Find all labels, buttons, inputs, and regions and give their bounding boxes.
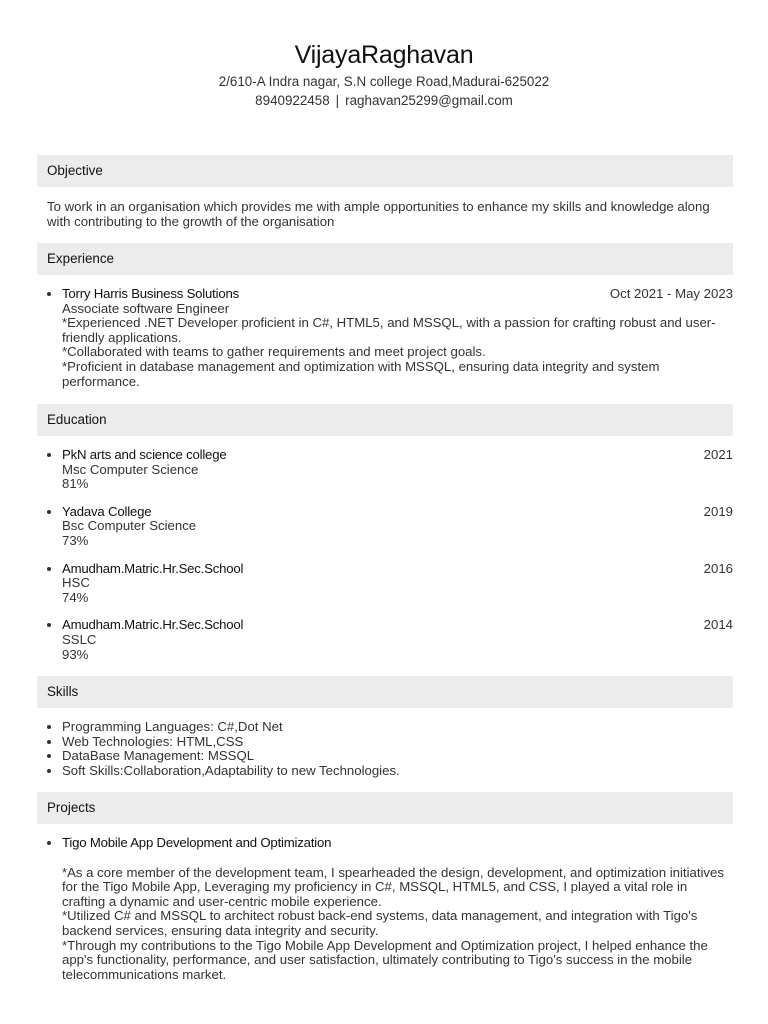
projects-list bbox=[37, 836, 733, 982]
education-item bbox=[62, 562, 733, 606]
project-name: • Tigo Mobile App Development and Optimization bbox=[62, 835, 332, 850]
degree: HSC bbox=[62, 575, 90, 591]
graduation-year: 2019 bbox=[703, 503, 733, 519]
section-heading: Experience bbox=[37, 243, 733, 275]
graduation-year: 2021 bbox=[703, 447, 733, 462]
experience-section bbox=[37, 243, 733, 402]
projects-section bbox=[37, 792, 733, 995]
company-name: • Torry Harris Business Solutions bbox=[62, 286, 240, 301]
section-heading: Projects bbox=[37, 792, 733, 824]
education-item bbox=[62, 505, 733, 549]
school-name: • Amudham.Matric.Hr.Sec.School bbox=[62, 617, 244, 633]
graduation-year: 2016 bbox=[703, 560, 733, 576]
education-list bbox=[37, 448, 733, 662]
objective-section bbox=[37, 155, 733, 229]
experience-list bbox=[37, 287, 733, 389]
degree: Bsc Computer Science bbox=[62, 518, 197, 534]
score: 81% bbox=[62, 476, 89, 492]
phone-number: 8940922458 bbox=[255, 93, 330, 108]
skill-item: • DataBase Management: MSSQL bbox=[62, 749, 733, 764]
score: 93% bbox=[62, 646, 89, 662]
section-heading: Objective bbox=[37, 155, 733, 187]
score: 73% bbox=[62, 532, 89, 548]
contact-separator: | bbox=[335, 93, 340, 108]
education-item bbox=[62, 618, 733, 662]
skills-section bbox=[37, 676, 733, 778]
contact-line bbox=[0, 91, 768, 110]
school-name: • Yadava College bbox=[62, 503, 152, 519]
education-item bbox=[62, 448, 733, 492]
resume-header bbox=[0, 0, 768, 110]
job-role: Associate software Engineer bbox=[62, 300, 230, 316]
project-point: *Utilized C# and MSSQL to architect robust back-end systems, data management, and integration with Tigo's backend services, ensuring data integrity and security. bbox=[62, 908, 698, 938]
section-heading: Education bbox=[37, 404, 733, 436]
objective-text: To work in an organisation which provides me with ample opportunities to enhance my skills and knowledge along with contributing to the growth of the organisation bbox=[47, 199, 710, 229]
spacer bbox=[62, 851, 733, 866]
section-heading: Skills bbox=[37, 676, 733, 708]
school-name: • Amudham.Matric.Hr.Sec.School bbox=[62, 560, 244, 576]
experience-point: *Proficient in database management and optimization with MSSQL, ensuring data integrity and system performance. bbox=[62, 358, 660, 389]
skill-item: • Web Technologies: HTML,CSS bbox=[62, 735, 733, 750]
project-point: *As a core member of the development team, I spearheaded the design, development, and optimization initiatives for the Tigo Mobile App, Leveraging my proficiency in C#, MSSQL, HTML5, and CSS, I played a vital role in crafting a dynamic and user-centric mobile experience. bbox=[62, 864, 724, 909]
score: 74% bbox=[62, 589, 89, 605]
employment-dates: Oct 2021 - May 2023 bbox=[609, 286, 733, 301]
skill-item: • Programming Languages: C#,Dot Net bbox=[62, 720, 733, 735]
candidate-name: VijayaRaghavan bbox=[294, 41, 474, 69]
degree: Msc Computer Science bbox=[62, 461, 199, 477]
education-section bbox=[37, 404, 733, 675]
experience-item bbox=[62, 287, 733, 389]
skills-list bbox=[37, 720, 733, 778]
experience-point: *Experienced .NET Developer proficient in C#, HTML5, and MSSQL, with a passion for crafting robust and user-friendly applications. bbox=[62, 315, 716, 345]
skill-item: • Soft Skills:Collaboration,Adaptability to new Technologies. bbox=[62, 764, 733, 779]
school-name: • PkN arts and science college bbox=[62, 447, 227, 462]
graduation-year: 2014 bbox=[703, 617, 733, 633]
experience-point: *Collaborated with teams to gather requirements and meet project goals. bbox=[62, 344, 486, 360]
address-line: 2/610-A Indra nagar, S.N college Road,Madurai-625022 bbox=[218, 74, 550, 89]
email-address: raghavan25299@gmail.com bbox=[345, 93, 513, 108]
project-point: *Through my contributions to the Tigo Mobile App Development and Optimization project, I helped enhance the app's functionality, performance, and user satisfaction, ultimately contributing to Tigo's success in the mobile telecommunications market. bbox=[62, 937, 708, 982]
project-item bbox=[62, 836, 733, 982]
degree: SSLC bbox=[62, 631, 97, 647]
